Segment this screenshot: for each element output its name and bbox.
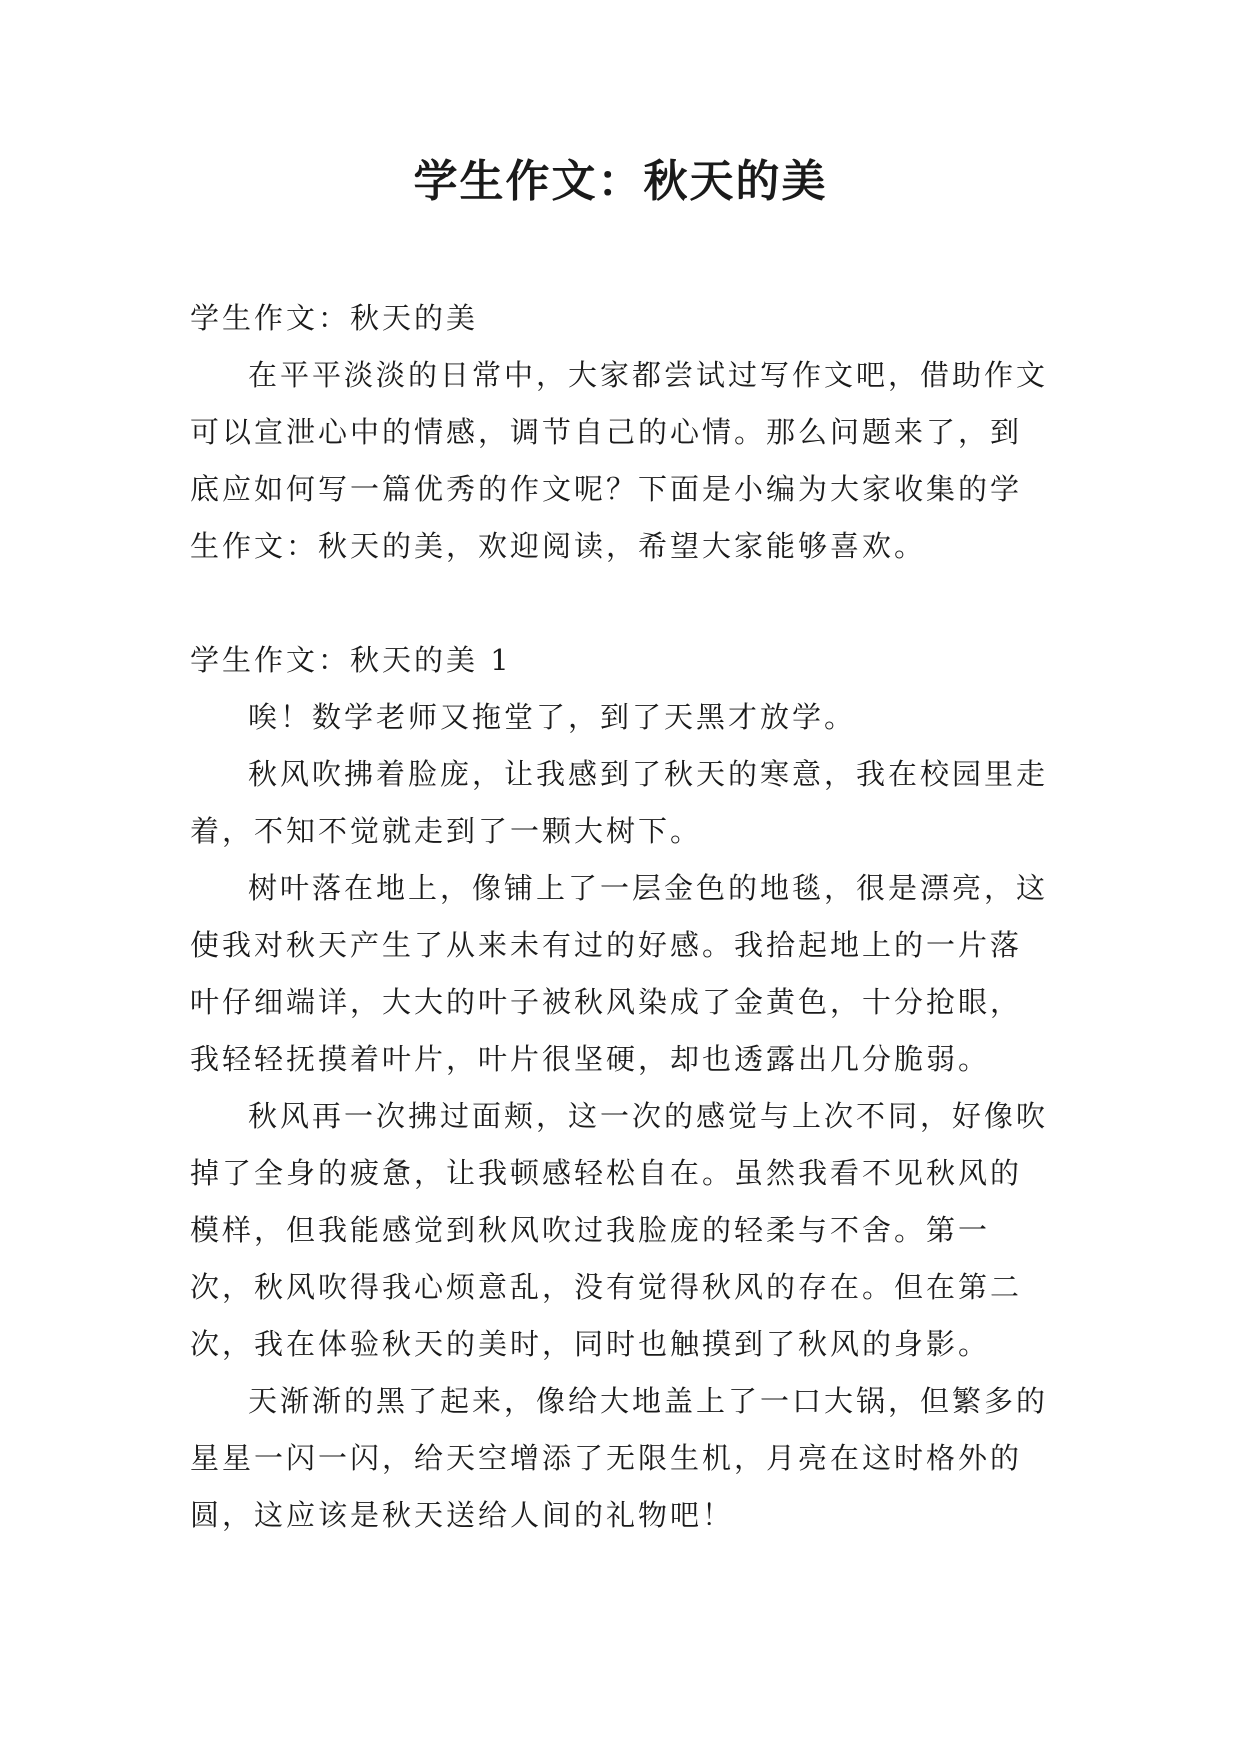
document-body: [190, 290, 1050, 1544]
section-heading: 学生作文：秋天的美 1: [190, 643, 512, 677]
paragraph-5: 天渐渐的黑了起来，像给大地盖上了一口大锅，但繁多的星星一闪一闪，给天空增添了无限生机，月亮在这时格外的圆，这应该是秋天送给人间的礼物吧！: [190, 1384, 1049, 1532]
intro-paragraph: 在平平淡淡的日常中，大家都尝试过写作文吧，借助作文可以宣泄心中的情感，调节自己的心情。那么问题来了，到底应如何写一篇优秀的作文呢？下面是小编为大家收集的学生作文：秋天的美，欢迎阅读，希望大家能够喜欢。: [190, 358, 1049, 563]
document-title: 学生作文：秋天的美: [413, 156, 828, 207]
intro-heading: 学生作文：秋天的美: [190, 301, 479, 335]
paragraph-3: 树叶落在地上，像铺上了一层金色的地毯，很是漂亮，这使我对秋天产生了从来未有过的好感。我拾起地上的一片落叶仔细端详，大大的叶子被秋风染成了金黄色，十分抢眼，我轻轻抚摸着叶片，叶片很坚硬，却也透露出几分脆弱。: [190, 871, 1049, 1076]
paragraph-1: 唉！数学老师又拖堂了，到了天黑才放学。: [248, 700, 857, 734]
paragraph-spacer: [190, 575, 1050, 632]
paragraph-2: 秋风吹拂着脸庞，让我感到了秋天的寒意，我在校园里走着，不知不觉就走到了一颗大树下。: [190, 757, 1049, 848]
paragraph-4: 秋风再一次拂过面颊，这一次的感觉与上次不同，好像吹掉了全身的疲惫，让我顿感轻松自在。虽然我看不见秋风的模样，但我能感觉到秋风吹过我脸庞的轻柔与不舍。第一次，秋风吹得我心烦意乱，没有觉得秋风的存在。但在第二次，我在体验秋天的美时，同时也触摸到了秋风的身影。: [190, 1099, 1049, 1361]
